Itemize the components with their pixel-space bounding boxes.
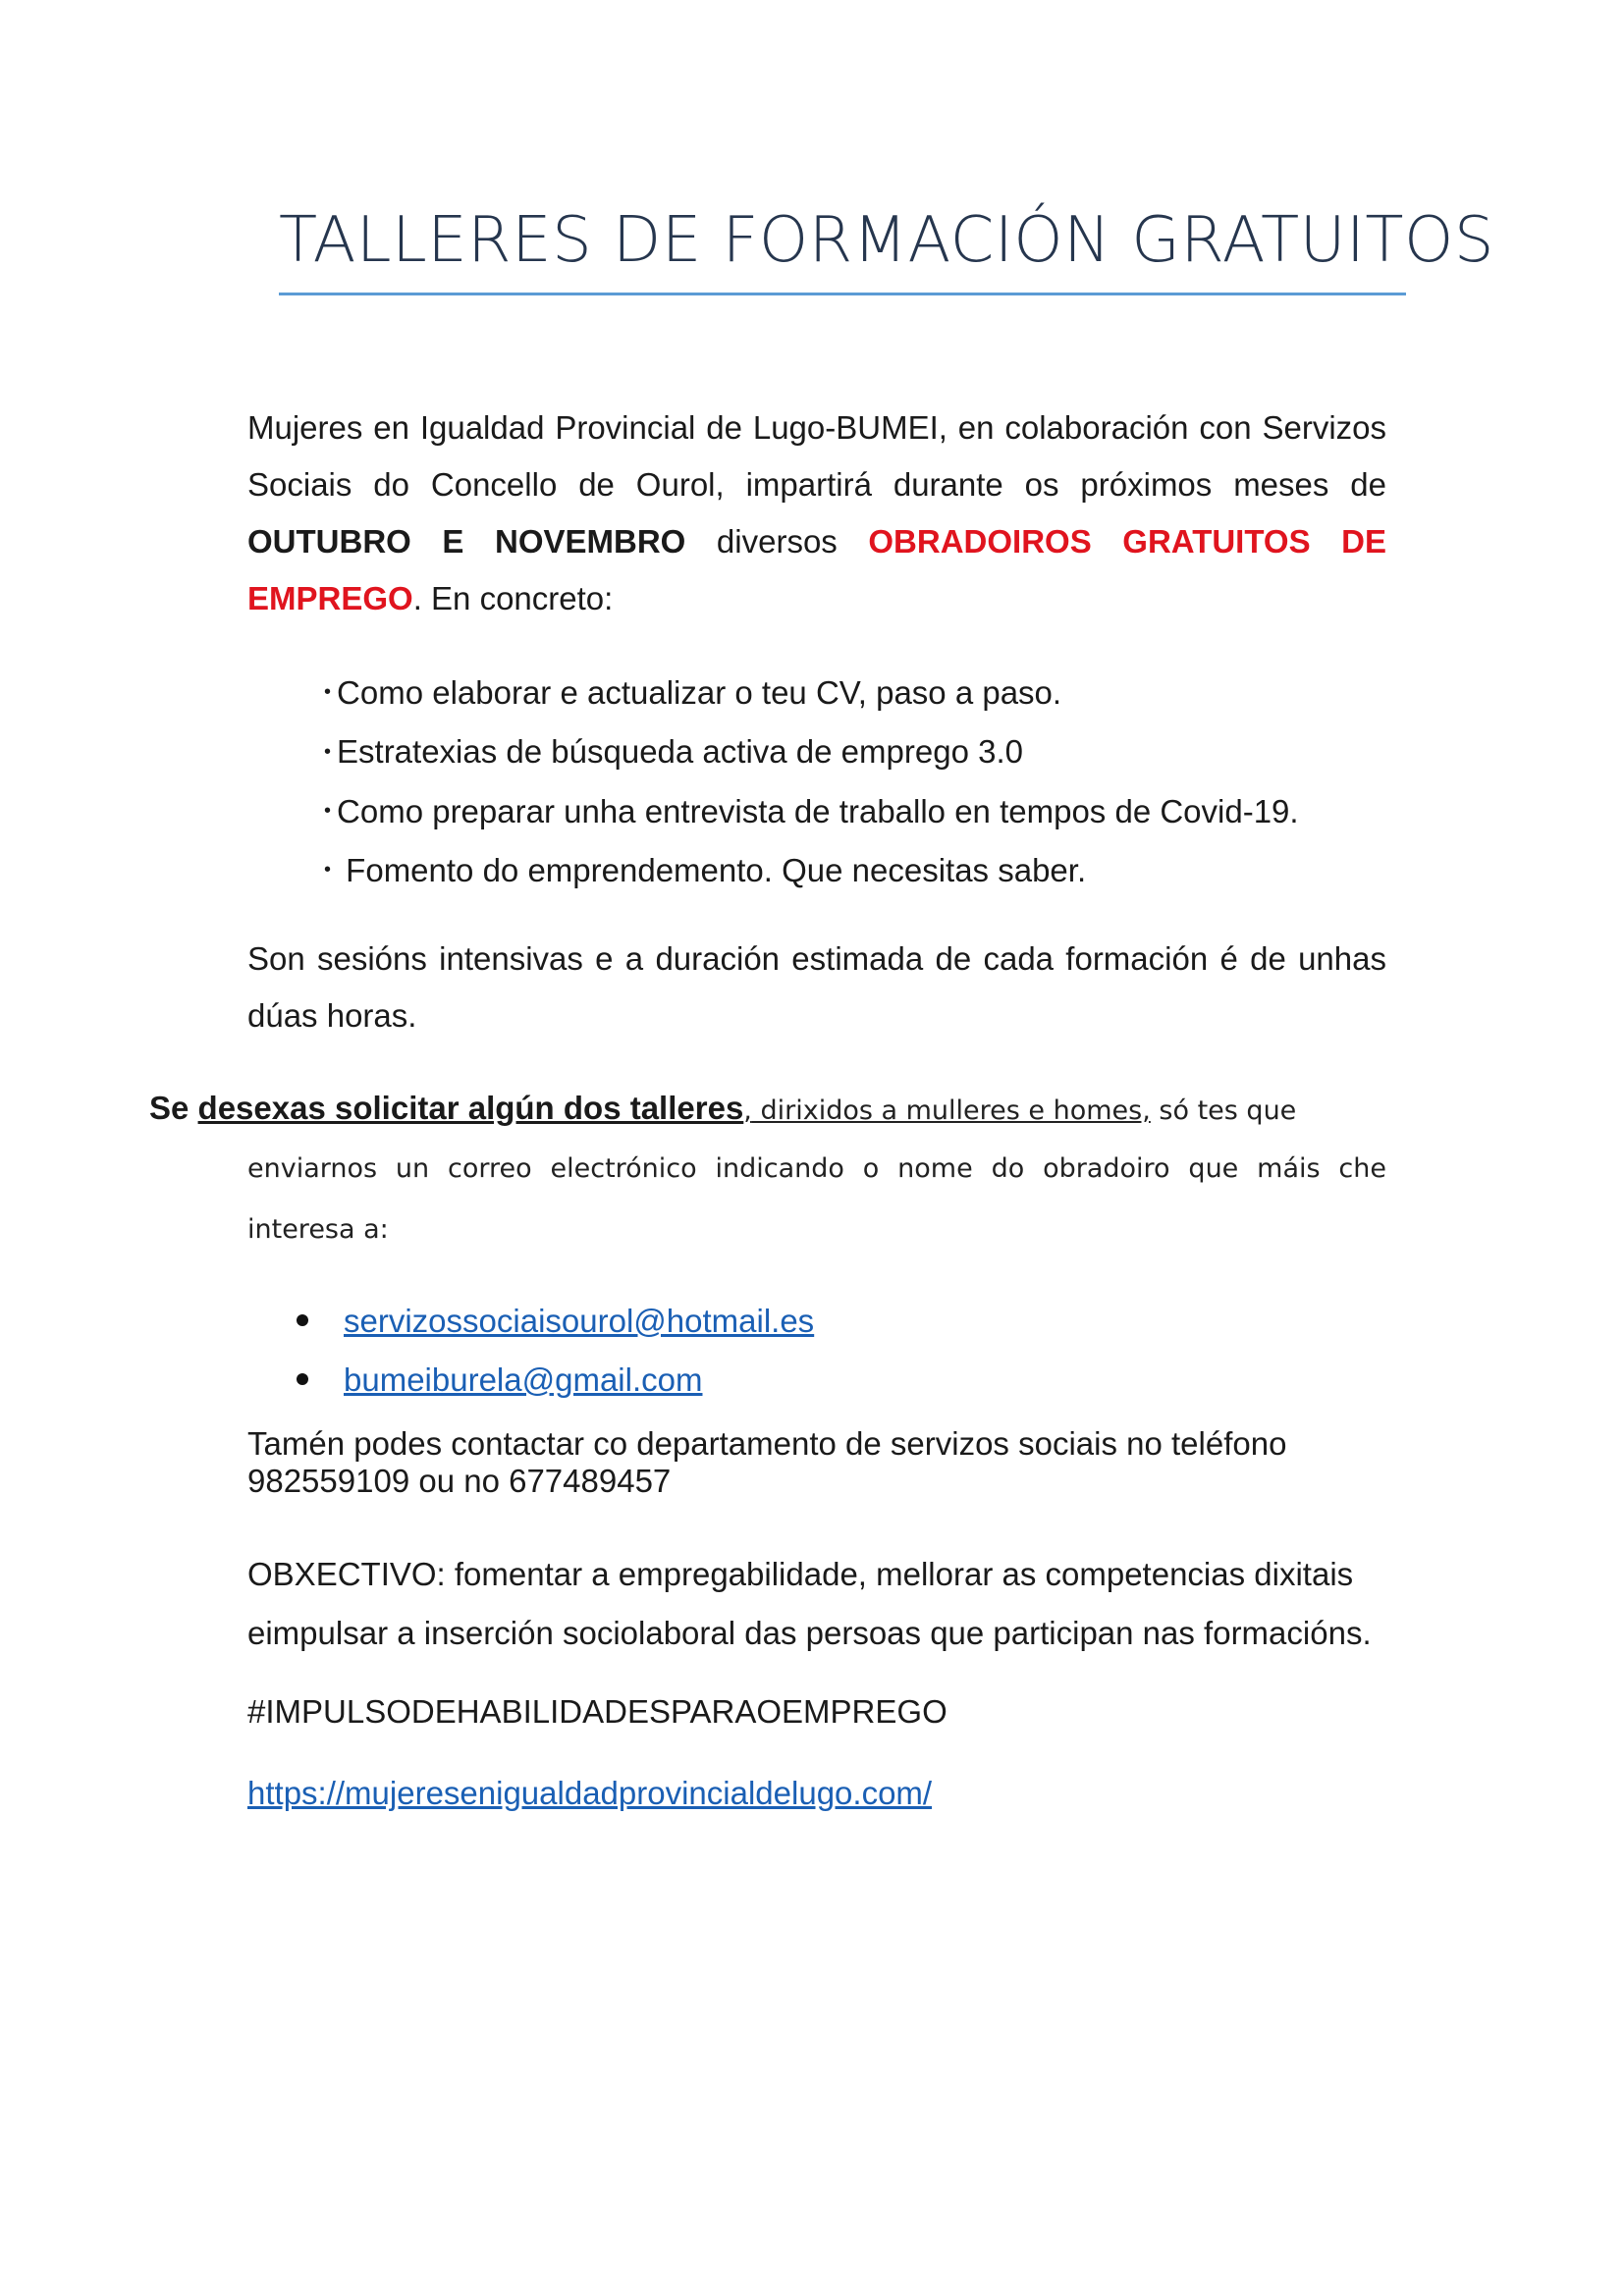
list-item <box>324 842 1404 901</box>
workshop-list <box>324 665 1404 901</box>
list-item <box>324 723 1404 782</box>
intro-text-1: Mujeres en Igualdad Provincial de Lugo-BUMEI, en colaboración con Servizos Sociais do Concello de Ourol, impartirá durante os próximos meses de <box>247 409 1386 503</box>
intro-highlight: OBRADOIROS GRATUITOS DE EMPREGO <box>247 523 1387 616</box>
intro-text-3: . En concreto: <box>412 580 614 616</box>
list-item <box>324 783 1404 842</box>
document-title: TALLERES DE FORMACIÓN GRATUITOS <box>279 204 1494 277</box>
bullet-icon: • <box>324 859 332 881</box>
intro-text-2: diversos <box>685 523 869 560</box>
bullet-icon <box>297 1373 308 1385</box>
request-audience: dirixidos a mulleres e homes, <box>751 1095 1151 1126</box>
list-item <box>324 665 1404 723</box>
email-link-bumei[interactable]: bumeiburela@gmail.com <box>344 1362 703 1398</box>
email-link-servizos[interactable]: servizossociaisourol@hotmail.es <box>344 1303 815 1339</box>
request-underlined: desexas solicitar algún dos talleres <box>197 1090 744 1126</box>
bullet-icon: • <box>324 681 332 704</box>
website-link[interactable]: https://mujeresenigualdadprovincialdelugo.com/ <box>247 1775 933 1811</box>
sessions-paragraph: Son sesións intensivas e a duración estimada de cada formación é de unhas dúas horas. <box>247 940 1386 1034</box>
contact-paragraph: Tamén podes contactar co departamento de servizos sociais no teléfono 982559109 ou no 677489457 <box>247 1425 1287 1499</box>
workshop-label: Como elaborar e actualizar o teu CV, paso a paso. <box>337 674 1062 711</box>
hashtag-text: #IMPULSODEHABILIDADESPARAOEMPREGO <box>247 1693 947 1730</box>
title-underline-rule <box>279 293 1406 295</box>
workshop-label: Como preparar unha entrevista de traballo en tempos de Covid-19. <box>337 792 1299 829</box>
request-lead: Se <box>149 1090 189 1126</box>
request-comma: , <box>743 1095 752 1126</box>
workshop-label: Fomento do emprendemento. Que necesitas saber. <box>337 851 1087 888</box>
bullet-icon: • <box>324 740 332 763</box>
email-list <box>297 1292 814 1410</box>
workshop-label: Estratexias de búsqueda activa de emprego 3.0 <box>337 733 1023 771</box>
bullet-icon: • <box>324 799 332 822</box>
intro-months: OUTUBRO E NOVEMBRO <box>247 523 686 560</box>
objective-paragraph: OBXECTIVO: fomentar a empregabilidade, mellorar as competencias dixitais eimpulsar a inserción sociolaboral das persoas que participan nas formacións. <box>247 1556 1372 1651</box>
bullet-icon <box>297 1314 308 1326</box>
request-continuation: enviarnos un correo electrónico indicando o nome do obradoiro que máis che interesa a: <box>247 1153 1386 1245</box>
request-tail: só tes que <box>1150 1095 1297 1126</box>
list-item <box>297 1292 814 1351</box>
website-row <box>247 1764 932 1823</box>
request-first-line <box>149 1078 1388 1142</box>
list-item <box>297 1351 814 1410</box>
intro-paragraph <box>247 400 1386 627</box>
